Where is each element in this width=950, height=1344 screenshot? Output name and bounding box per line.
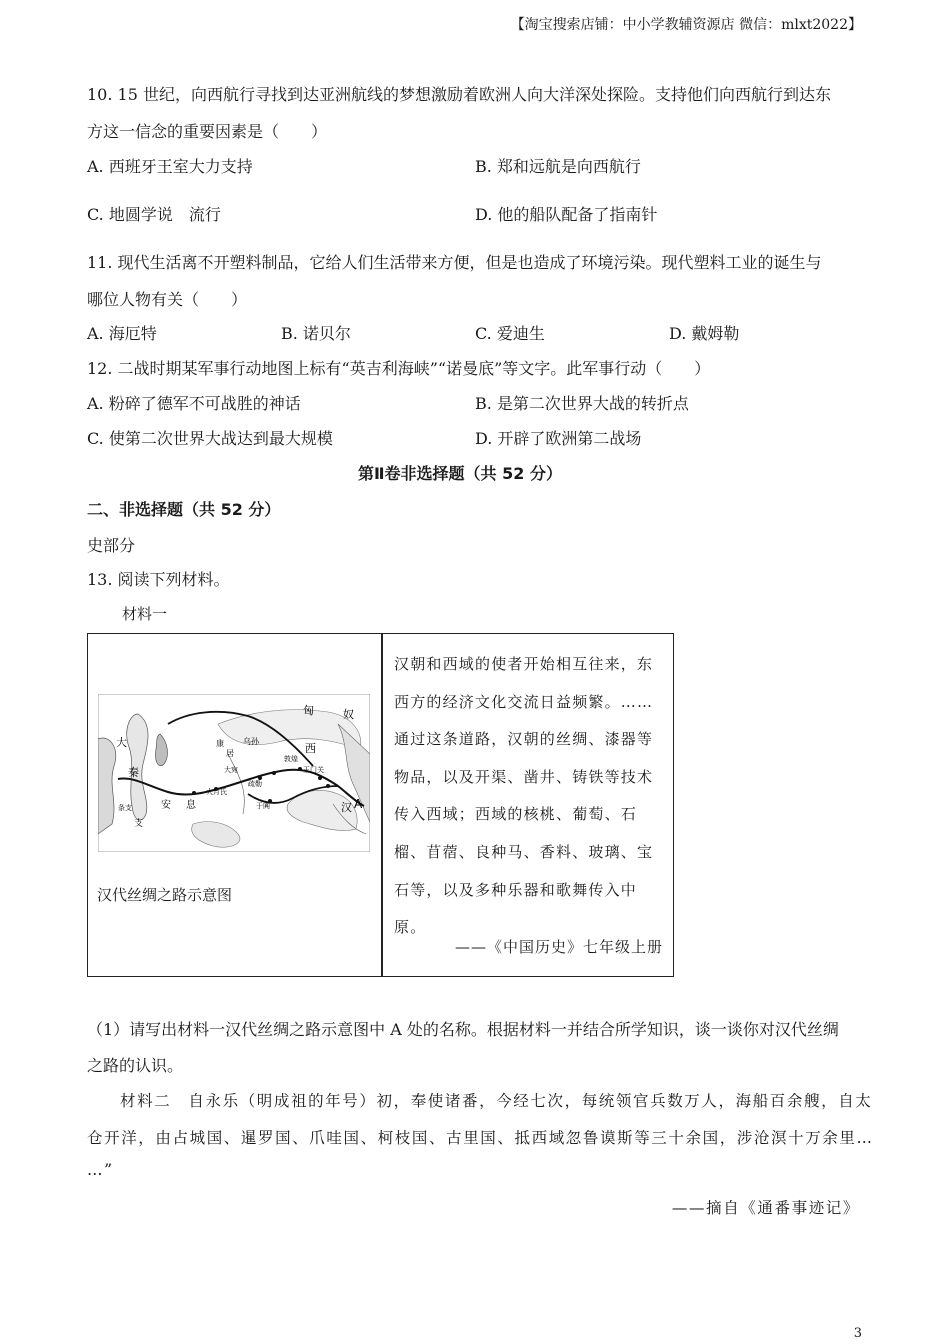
- q10-stem-line1: 10. 15 世纪，向西航行寻找到达亚洲航线的梦想激励着欧洲人向大洋深处探险。支持他们向西航行到达东: [87, 85, 831, 104]
- material2-line3: …”: [87, 1161, 114, 1179]
- map-label-xi: 西: [305, 742, 316, 755]
- q13-sub1-line2: 之路的认识。: [87, 1056, 184, 1075]
- q10-option-c: C. 地圆学说 流行: [87, 205, 221, 224]
- q10-option-d: D. 他的船队配备了指南针: [475, 205, 658, 224]
- map-label-xi2: 息: [186, 800, 196, 811]
- map-label-dunhuang: 敦煌: [284, 755, 298, 763]
- material1-box: [87, 633, 674, 977]
- material2-source: ——摘自《通番事迹记》: [671, 1199, 860, 1217]
- map-label-wusun: 乌孙: [243, 737, 259, 746]
- map-label-tiaozhi: 条支: [118, 804, 132, 812]
- q12-option-c: C. 使第二次世界大战达到最大规模: [87, 429, 333, 448]
- q13-sub1-line1: （1）请写出材料一汉代丝绸之路示意图中 A 处的名称。根据材料一并结合所学知识，谈一谈你对汉代丝绸: [87, 1020, 839, 1039]
- part2-title: 第Ⅱ卷非选择题（共 52 分）: [358, 464, 562, 483]
- q10-option-a: A. 西班牙王室大力支持: [87, 157, 253, 176]
- map-label-ju: 居: [226, 749, 234, 758]
- q12-option-a: A. 粉碎了德军不可战胜的神话: [87, 394, 301, 413]
- q11-stem-line2: 哪位人物有关（ ）: [87, 290, 248, 309]
- map-label-darouzhi: 大月氏: [206, 788, 227, 796]
- map-label-zhi: 支: [134, 819, 144, 829]
- q12-option-d: D. 开辟了欧洲第二战场: [475, 429, 642, 448]
- q12-stem: 12. 二战时期某军事行动地图上标有“英吉利海峡”“诺曼底”等文字。此军事行动（ ）: [87, 359, 711, 378]
- map-label-da: 大: [116, 736, 127, 749]
- map-label-an: 安: [161, 800, 171, 811]
- material2-line2: 仓开洋，由占城国、暹罗国、爪哇国、柯枝国、古里国、抵西域忽鲁谟斯等三十余国，涉沧溟十万余里…: [87, 1129, 874, 1147]
- q12-option-b: B. 是第二次世界大战的转折点: [475, 394, 689, 413]
- map-label-shule: 疏勒: [248, 780, 262, 788]
- map-label-xiongnu2: 奴: [343, 708, 354, 721]
- silk-road-map: [98, 694, 370, 852]
- q13-stem: 13. 阅读下列材料。: [87, 570, 230, 589]
- q11-stem-line1: 11. 现代生活离不开塑料制品，它给人们生活带来方便，但是也造成了环境污染。现代塑料工业的诞生与: [87, 253, 822, 272]
- map-caption: 汉代丝绸之路示意图: [97, 886, 233, 904]
- section2-title: 二、非选择题（共 52 分）: [87, 500, 281, 519]
- box-divider: [381, 634, 383, 976]
- map-label-yumenguan: 玉门关: [303, 766, 324, 774]
- map-label-yutian: 于阗: [256, 802, 270, 810]
- map-label-a: A: [354, 797, 363, 811]
- material2-line1: 材料二 自永乐（明成祖的年号）初，奉使诸番，今经七次，每统领官兵数万人，海船百余艘，自太: [120, 1092, 873, 1110]
- q11-option-d: D. 戴姆勒: [669, 324, 740, 343]
- page-header: 【淘宝搜索店铺：中小学教辅资源店 微信：mlxt2022】: [510, 17, 862, 33]
- material1-label: 材料一: [122, 605, 168, 623]
- material1-text: 汉朝和西域的使者开始相互往来，东西方的经济文化交流日益频繁。……通过这条道路，汉朝的丝绸、漆器等物品，以及开渠、凿井、铸铁等技术传入西域；西域的核桃、葡萄、石榴、苜蓿、良种马、香料、玻璃、宝石等，以及多种乐器和歌舞传入中原。: [394, 655, 654, 937]
- q11-option-a: A. 海厄特: [87, 324, 157, 343]
- material1-source: ——《中国历史》七年级上册: [454, 938, 663, 956]
- q10-option-b: B. 郑和远航是向西航行: [475, 157, 641, 176]
- page-number: 3: [853, 1326, 862, 1341]
- q11-option-b: B. 诺贝尔: [281, 324, 351, 343]
- map-label-qin: 秦: [128, 766, 139, 779]
- q10-stem-line2: 方这一信念的重要因素是（ ）: [87, 122, 328, 141]
- map-label-kang: 康: [216, 739, 224, 748]
- map-label-han: 汉: [341, 801, 352, 814]
- subject-label: 史部分: [87, 536, 136, 555]
- q11-option-c: C. 爱迪生: [475, 324, 545, 343]
- map-label-dayuan: 大宛: [224, 766, 238, 774]
- map-label-xiongnu1: 匈: [303, 704, 314, 717]
